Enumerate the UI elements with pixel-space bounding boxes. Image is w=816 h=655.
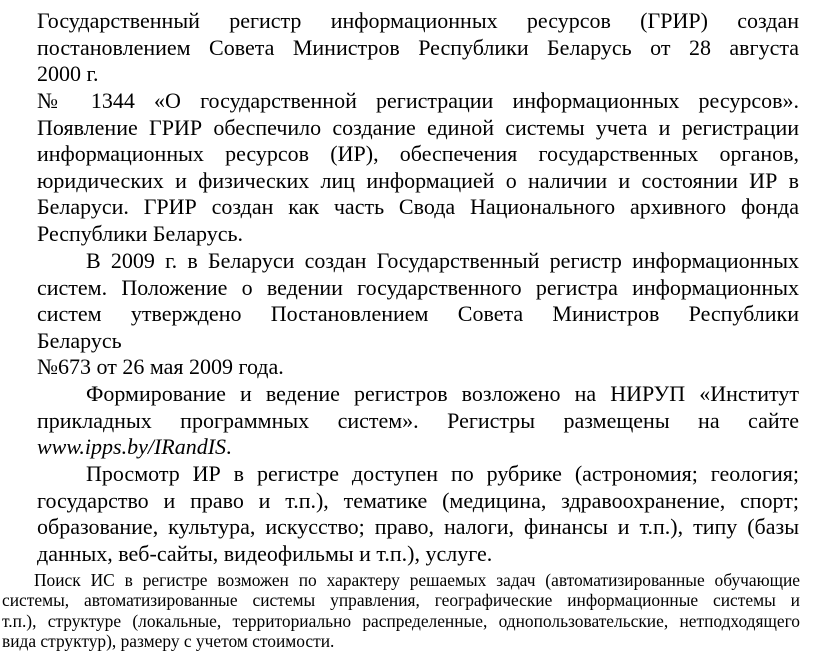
text-line: прикладных программных систем». Регистры размещены на сайте: [37, 407, 799, 433]
text-line: Беларусь: [37, 327, 122, 353]
text-line: Формирование и ведение регистров возложено на НИРУП «Институт: [86, 381, 799, 406]
registry-website-link[interactable]: www.ipps.by/IRandIS: [37, 434, 227, 460]
text-line: Появление ГРИР обеспечило создание единой системы учета и регистрации: [37, 114, 799, 140]
text-line: системы, автоматизированные системы управления, географические информационные системы и: [2, 590, 800, 611]
text-line: данных, веб-сайты, видеофильмы и т.п.), услуге.: [37, 540, 493, 566]
text-line: юридических и физических лиц информацией о наличии и состоянии ИР в: [37, 167, 799, 193]
text-line: Поиск ИС в регистре возможен по характеру решаемых задач (автоматизированные обучающие: [34, 570, 800, 590]
text-line: 2000 г.: [37, 61, 99, 87]
text-line: т.п.), структуре (локальные, территориально распределенные, однопользовательские, нетподходящего: [2, 610, 800, 631]
text-line: Государственный регистр информационных ресурсов (ГРИР) создан: [37, 8, 799, 33]
text-line: №673 от 26 мая 2009 года.: [37, 354, 284, 380]
text-line: систем. Положение о ведении государственного регистра информационных: [37, 274, 799, 300]
paragraph-grir-purpose: [37, 88, 799, 248]
text-line: В 2009 г. в Беларуси создан Государственный регистр информационных: [86, 248, 799, 273]
paragraph-browse-categories: [37, 461, 799, 567]
text-line: образование, культура, искусство; право, налоги, финансы и т.п.), типу (базы: [37, 514, 799, 540]
text-line: Республики Беларусь.: [37, 220, 244, 246]
text-line: информационных ресурсов (ИР), обеспечения государственных органов,: [37, 141, 799, 167]
paragraph-registry-operator: [37, 381, 799, 461]
text-line: Беларуси. ГРИР создан как часть Свода Национального архивного фонда: [37, 194, 799, 220]
text-line: www.ipps.by/IRandIS.: [37, 434, 232, 460]
text-line: государство и право и т.п.), тематике (медицина, здравоохранение, спорт;: [37, 487, 799, 513]
text-line: вида структур), размеру с учетом стоимости.: [2, 631, 335, 652]
text-line: Просмотр ИР в регистре доступен по рубрике (астрономия; геология;: [86, 461, 799, 486]
text-line: постановлением Совета Министров Республики Беларусь от 28 августа: [37, 34, 799, 60]
paragraph-search-criteria: [2, 570, 800, 652]
paragraph-gris-2009: [37, 248, 799, 381]
text-line: № 1344 «О государственной регистрации информационных ресурсов».: [37, 88, 799, 113]
paragraph-grir-intro: [37, 8, 799, 88]
text-line: систем утверждено Постановлением Совета Министров Республики: [37, 301, 799, 327]
